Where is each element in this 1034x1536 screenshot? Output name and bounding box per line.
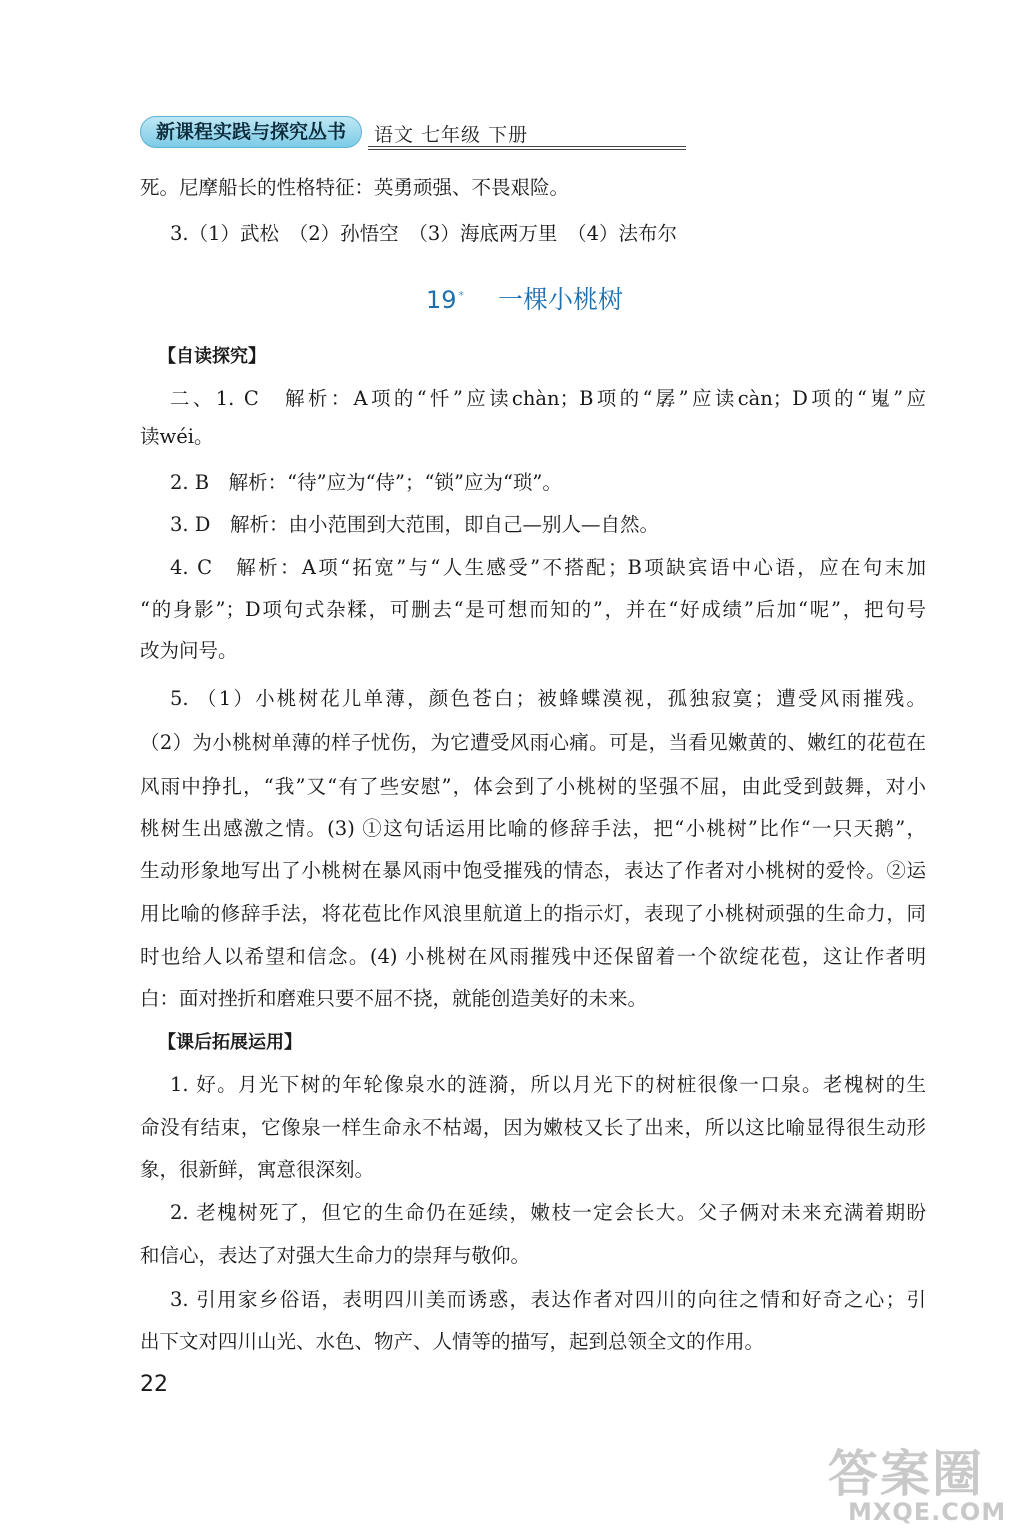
answer-line: 风雨中挣扎，“我”又“有了些安慰”，体会到了小桃树的坚强不屈，由此受到鼓舞，对小 (140, 775, 926, 798)
answer-line: 3. D 解析：由小范围到大范围，即自己—别人—自然。 (170, 513, 659, 536)
answer-line: 和信心，表达了对强大生命力的崇拜与敬仰。 (140, 1244, 531, 1267)
answer-line: 二、1. C 解析：A项的“忏”应读chàn；B项的“孱”应读càn；D项的“嵬”应 (170, 387, 926, 410)
answer-line: 桃树生出感激之情。(3) ①这句话运用比喻的修辞手法，把“小桃树”比作“一只天鹅”， (140, 817, 926, 840)
watermark-domain: MXQE.COM (848, 1498, 1007, 1526)
section-heading-extension: 【课后拓展运用】 (158, 1032, 302, 1053)
answer-line: 读wéi。 (140, 425, 214, 448)
prev-answer-line: 死。尼摩船长的性格特征：英勇顽强、不畏艰险。 (140, 176, 570, 199)
watermark-text: 答案圈 (828, 1445, 984, 1503)
page-number: 22 (140, 1372, 168, 1397)
answer-line: 象，很新鲜，寓意很深刻。 (140, 1158, 375, 1181)
answer-line: 时也给人以希望和信念。(4) 小桃树在风雨摧残中还保留着一个欲绽花苞，这让作者明 (140, 945, 926, 968)
prev-answer-line: 3.（1）武松 （2）孙悟空 （3）海底两万里 （4）法布尔 (170, 222, 677, 245)
answer-line: （2）为小桃树单薄的样子忧伤，为它遭受风雨心痛。可是，当看见嫩黄的、嫩红的花苞在 (140, 731, 926, 754)
answer-line: 白：面对挫折和磨难只要不屈不挠，就能创造美好的未来。 (140, 987, 648, 1010)
answer-line: 命没有结束，它像泉一样生命永不枯竭，因为嫩枝又长了出来，所以这比喻显得很生动形 (140, 1116, 926, 1139)
subject-label: 语文 七年级 下册 (374, 124, 529, 146)
answer-line: 1. 好。月光下树的年轮像泉水的涟漪，所以月光下的树桩很像一口泉。老槐树的生 (170, 1073, 926, 1096)
header-rule (368, 146, 686, 147)
answer-line: 2. 老槐树死了，但它的生命仍在延续，嫩枝一定会长大。父子俩对未来充满着期盼 (170, 1201, 926, 1224)
lesson-number: 19 (426, 286, 457, 314)
watermark-logo (818, 1434, 1024, 1530)
header-rule (368, 149, 686, 150)
answer-line: “的身影”；D项句式杂糅，可删去“是可想而知的”，并在“好成绩”后加“呢”，把句号 (140, 598, 926, 621)
answer-line: 5. （1）小桃树花儿单薄，颜色苍白；被蜂蝶漠视，孤独寂寞；遭受风雨摧残。 (170, 687, 926, 710)
answer-line: 改为问号。 (140, 639, 238, 662)
page-header (140, 114, 560, 150)
lesson-name: 一棵小桃树 (498, 285, 624, 314)
answer-line: 4. C 解析：A项“拓宽”与“人生感受”不搭配；B项缺宾语中心语，应在句末加 (170, 556, 926, 579)
answer-line: 生动形象地写出了小桃树在暴风雨中饱受摧残的情态，表达了作者对小桃树的爱怜。②运 (140, 859, 926, 882)
optional-star-icon: * (458, 289, 465, 302)
answer-line: 出下文对四川山光、水色、物产、人情等的描写，起到总领全文的作用。 (140, 1330, 765, 1353)
lesson-title (426, 280, 623, 316)
answer-line: 3. 引用家乡俗语，表明四川美而诱惑，表达作者对四川的向往之情和好奇之心；引 (170, 1288, 926, 1311)
series-badge: 新课程实践与探究丛书 (140, 116, 362, 148)
answer-line: 2. B 解析：“待”应为“侍”；“锁”应为“琐”。 (170, 471, 562, 494)
answer-line: 用比喻的修辞手法，将花苞比作风浪里航道上的指示灯，表现了小桃树顽强的生命力，同 (140, 902, 926, 925)
section-heading-self-study: 【自读探究】 (158, 346, 266, 367)
